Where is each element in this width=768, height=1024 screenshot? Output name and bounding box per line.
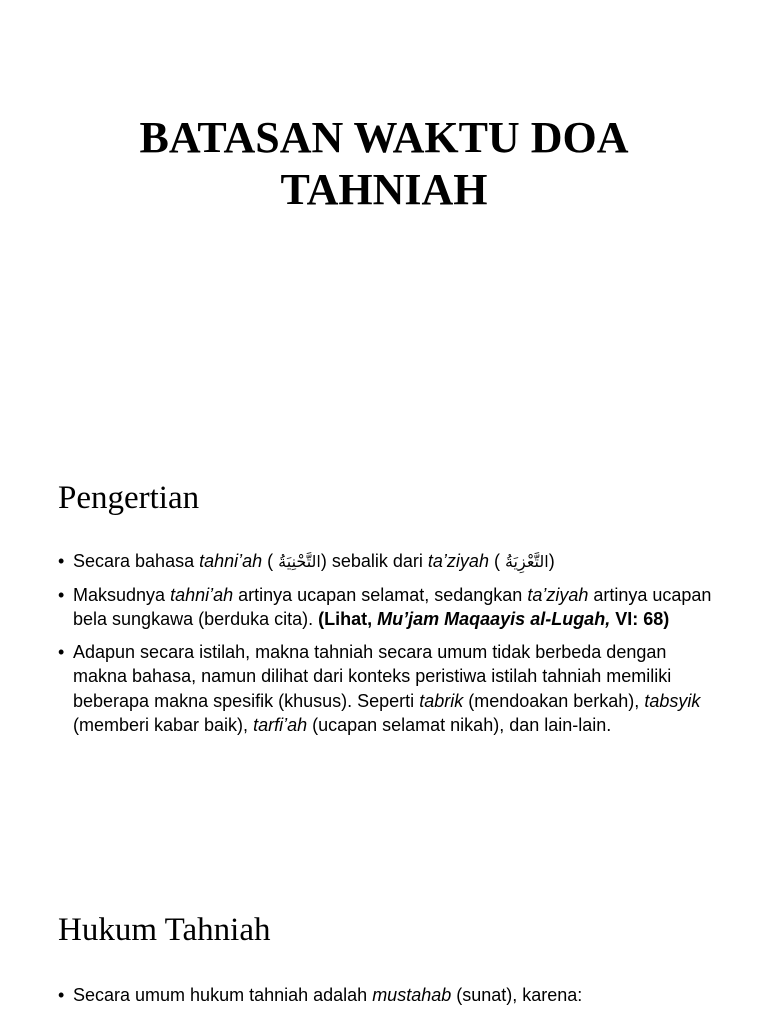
term-taziyah: ta’ziyah bbox=[527, 584, 589, 605]
text-segment: Secara bahasa bbox=[73, 551, 200, 571]
section-heading-hukum: Hukum Tahniah bbox=[58, 912, 271, 948]
text-segment: ( bbox=[262, 551, 279, 571]
section-heading-pengertian: Pengertian bbox=[58, 480, 200, 516]
citation-volume: VI: 68) bbox=[610, 609, 670, 629]
citation-prefix: (Lihat, bbox=[318, 609, 378, 629]
arabic-tahniah: التَّحْنِيَةُ bbox=[278, 552, 321, 571]
text-segment: Secara umum hukum tahniah adalah bbox=[73, 985, 373, 1005]
term-tarfiah: tarfi’ah bbox=[253, 715, 308, 735]
text-segment: ) sebalik dari bbox=[320, 551, 428, 571]
text-segment: (ucapan selamat nikah), dan lain-lain. bbox=[307, 715, 612, 735]
citation bbox=[318, 609, 669, 629]
text-segment: artinya ucapan bela sungkawa (berduka cita). bbox=[73, 584, 712, 629]
text-segment: artinya ucapan selamat, sedangkan bbox=[233, 584, 528, 605]
citation-source: Mu’jam Maqaayis al-Lugah, bbox=[377, 609, 611, 629]
text-segment: Adapun secara istilah, makna tahniah secara umum tidak berbeda dengan makna bahasa, namun dilihat dari konteks peristiwa istilah tahniah memiliki beberapa makna spesifik (khusus). Seperti bbox=[73, 641, 672, 711]
text-segment: ) bbox=[548, 551, 555, 571]
bullet-istilah bbox=[58, 640, 718, 738]
text-segment: (mendoakan berkah), bbox=[463, 690, 645, 711]
bullet-hukum-umum bbox=[58, 983, 718, 1008]
title-line-2: TAHNIAH bbox=[280, 165, 488, 214]
term-tahniah: tahni’ah bbox=[199, 551, 263, 571]
bullet-bahasa bbox=[58, 549, 718, 575]
term-mustahab: mustahab bbox=[372, 985, 452, 1005]
text-segment: ( bbox=[488, 551, 505, 571]
term-tabsyik: tabsyik bbox=[644, 690, 701, 711]
term-taziyah: ta’ziyah bbox=[427, 551, 489, 571]
text-segment: Maksudnya bbox=[73, 584, 171, 605]
hukum-bullet-list bbox=[58, 983, 718, 1016]
term-tabrik: tabrik bbox=[419, 690, 464, 711]
pengertian-bullet-list bbox=[58, 549, 718, 746]
arabic-taziyah: التَّعْزِيَةُ bbox=[504, 552, 549, 571]
bullet-maksud bbox=[58, 583, 718, 632]
slide-title bbox=[0, 112, 768, 216]
term-tahniah: tahni’ah bbox=[170, 584, 234, 605]
text-segment: (sunat), karena: bbox=[451, 985, 583, 1005]
title-line-1: BATASAN WAKTU DOA bbox=[139, 113, 629, 162]
text-segment: (memberi kabar baik), bbox=[73, 715, 254, 735]
